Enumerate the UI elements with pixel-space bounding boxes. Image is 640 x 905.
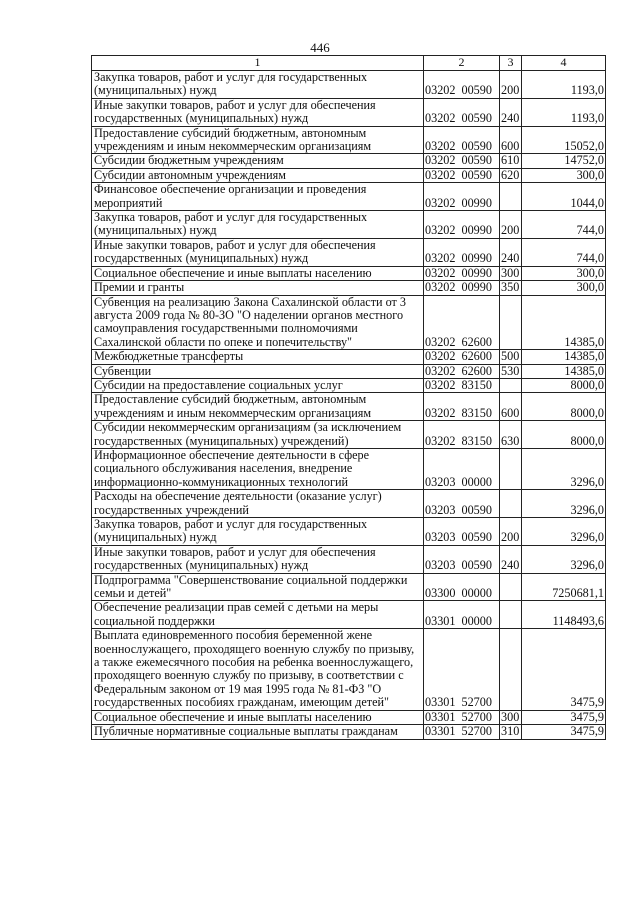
row-code-program: 03202 [425, 349, 456, 364]
row-expense-type: 630 [500, 421, 522, 449]
row-code-direction: 00000 [461, 613, 492, 628]
header-col-2: 2 [424, 56, 500, 71]
row-amount: 1148493,6 [522, 601, 606, 629]
table-row [92, 98, 606, 126]
row-name: Иные закупки товаров, работ и услуг для обеспечения государственных (муниципальных) нужд [92, 238, 424, 266]
row-name: Обеспечение реализации прав семей с детьми на меры социальной поддержки [92, 601, 424, 629]
row-expense-type [500, 629, 522, 710]
row-expense-type: 350 [500, 281, 522, 295]
row-expense-type: 240 [500, 98, 522, 126]
row-amount: 1193,0 [522, 71, 606, 99]
row-code-direction: 00590 [461, 167, 492, 182]
row-code-direction: 00590 [461, 530, 492, 545]
row-amount: 3475,9 [522, 629, 606, 710]
row-expense-type [500, 183, 522, 211]
row-amount: 14385,0 [522, 364, 606, 378]
table-row [92, 238, 606, 266]
row-code [424, 154, 500, 168]
row-code-program: 03202 [425, 265, 456, 280]
row-expense-type: 310 [500, 725, 522, 739]
row-code [424, 490, 500, 518]
header-col-1: 1 [92, 56, 424, 71]
row-amount: 15052,0 [522, 126, 606, 154]
row-name: Информационное обеспечение деятельности в сфере социального обслуживания населения, внедрение информационно-коммуникационных технологий [92, 448, 424, 489]
row-code-direction: 00590 [461, 502, 492, 517]
row-expense-type [500, 490, 522, 518]
row-code-program: 03202 [425, 111, 456, 126]
row-code [424, 573, 500, 601]
row-expense-type [500, 448, 522, 489]
row-code-program: 03203 [425, 502, 456, 517]
row-code-program: 03301 [425, 709, 456, 724]
row-expense-type [500, 295, 522, 350]
row-amount: 3296,0 [522, 545, 606, 573]
row-code [424, 126, 500, 154]
row-expense-type: 600 [500, 126, 522, 154]
row-code [424, 725, 500, 739]
row-code [424, 238, 500, 266]
header-col-4: 4 [522, 56, 606, 71]
row-code [424, 518, 500, 546]
row-code-direction: 00590 [461, 139, 492, 154]
row-code-direction: 00990 [461, 251, 492, 266]
row-code-program: 03202 [425, 433, 456, 448]
row-code-program: 03202 [425, 83, 456, 98]
row-amount: 3296,0 [522, 448, 606, 489]
row-code-direction: 00990 [461, 265, 492, 280]
row-name: Закупка товаров, работ и услуг для государственных (муниципальных) нужд [92, 211, 424, 239]
row-amount: 8000,0 [522, 378, 606, 392]
row-code-program: 03202 [425, 405, 456, 420]
row-expense-type [500, 573, 522, 601]
row-name: Предоставление субсидий бюджетным, автономным учреждениям и иным некоммерческим организациям [92, 126, 424, 154]
row-expense-type: 200 [500, 211, 522, 239]
row-name: Финансовое обеспечение организации и проведения мероприятий [92, 183, 424, 211]
row-expense-type: 240 [500, 545, 522, 573]
table-row [92, 126, 606, 154]
table-row [92, 295, 606, 350]
row-amount: 300,0 [522, 266, 606, 280]
table-body [92, 71, 606, 740]
row-code [424, 168, 500, 182]
row-code [424, 98, 500, 126]
row-amount: 3475,9 [522, 710, 606, 724]
table-row [92, 545, 606, 573]
row-code [424, 266, 500, 280]
row-amount: 1193,0 [522, 98, 606, 126]
row-expense-type: 300 [500, 266, 522, 280]
table-row [92, 281, 606, 295]
row-expense-type: 300 [500, 710, 522, 724]
row-code-program: 03301 [425, 613, 456, 628]
row-amount: 3296,0 [522, 490, 606, 518]
row-name: Социальное обеспечение и иные выплаты населению [92, 710, 424, 724]
row-amount: 14385,0 [522, 295, 606, 350]
row-code-direction: 00990 [461, 280, 492, 295]
page-number: 446 [310, 40, 330, 55]
row-expense-type: 530 [500, 364, 522, 378]
row-code-program: 03202 [425, 195, 456, 210]
header-col-3: 3 [500, 56, 522, 71]
header-row [92, 56, 606, 71]
row-code [424, 710, 500, 724]
row-name: Субсидии некоммерческим организациям (за исключением государственных (муниципальных) учреждений) [92, 421, 424, 449]
row-code-program: 03202 [425, 280, 456, 295]
row-code-direction: 00590 [461, 83, 492, 98]
table-row [92, 629, 606, 710]
row-code [424, 629, 500, 710]
row-name: Субсидии на предоставление социальных услуг [92, 378, 424, 392]
table-row [92, 168, 606, 182]
table-row [92, 421, 606, 449]
table-row [92, 71, 606, 99]
row-code-direction: 62600 [461, 363, 492, 378]
table-row [92, 490, 606, 518]
row-code-direction: 52700 [461, 695, 492, 710]
table-row [92, 601, 606, 629]
row-code-direction: 00990 [461, 195, 492, 210]
row-amount: 8000,0 [522, 421, 606, 449]
row-code-program: 03301 [425, 695, 456, 710]
row-code-program: 03300 [425, 586, 456, 601]
row-code-direction: 83150 [461, 433, 492, 448]
row-code [424, 281, 500, 295]
row-expense-type [500, 601, 522, 629]
row-code-direction: 00590 [461, 558, 492, 573]
row-code-direction: 00000 [461, 586, 492, 601]
table-row [92, 448, 606, 489]
row-code [424, 211, 500, 239]
row-amount: 14385,0 [522, 350, 606, 364]
row-code [424, 378, 500, 392]
row-expense-type: 240 [500, 238, 522, 266]
row-code [424, 183, 500, 211]
row-code-direction: 83150 [461, 405, 492, 420]
row-name: Закупка товаров, работ и услуг для государственных (муниципальных) нужд [92, 71, 424, 99]
row-amount: 7250681,1 [522, 573, 606, 601]
row-code-direction: 83150 [461, 377, 492, 392]
row-expense-type: 620 [500, 168, 522, 182]
row-code-program: 03202 [425, 223, 456, 238]
row-code-program: 03203 [425, 474, 456, 489]
table-row [92, 364, 606, 378]
row-amount: 744,0 [522, 238, 606, 266]
table-row [92, 154, 606, 168]
row-code-direction: 62600 [461, 334, 492, 349]
row-code [424, 71, 500, 99]
row-code-direction: 52700 [461, 724, 492, 739]
row-code-program: 03202 [425, 363, 456, 378]
row-code [424, 448, 500, 489]
row-name: Иные закупки товаров, работ и услуг для обеспечения государственных (муниципальных) нужд [92, 98, 424, 126]
row-expense-type: 200 [500, 518, 522, 546]
row-code [424, 295, 500, 350]
row-name: Иные закупки товаров, работ и услуг для обеспечения государственных (муниципальных) нужд [92, 545, 424, 573]
table-row [92, 211, 606, 239]
row-expense-type: 610 [500, 154, 522, 168]
row-code [424, 545, 500, 573]
row-name: Публичные нормативные социальные выплаты гражданам [92, 725, 424, 739]
row-code-program: 03202 [425, 377, 456, 392]
row-code-program: 03203 [425, 530, 456, 545]
row-code-direction: 52700 [461, 709, 492, 724]
row-code-program: 03203 [425, 558, 456, 573]
row-amount: 8000,0 [522, 393, 606, 421]
row-code-program: 03202 [425, 153, 456, 168]
row-code-program: 03202 [425, 334, 456, 349]
row-name: Закупка товаров, работ и услуг для государственных (муниципальных) нужд [92, 518, 424, 546]
row-name: Расходы на обеспечение деятельности (оказание услуг) государственных учреждений [92, 490, 424, 518]
row-name: Премии и гранты [92, 281, 424, 295]
row-amount: 300,0 [522, 168, 606, 182]
row-code-direction: 00590 [461, 111, 492, 126]
row-name: Подпрограмма "Совершенствование социальной поддержки семьи и детей" [92, 573, 424, 601]
table-row [92, 266, 606, 280]
row-name: Межбюджетные трансферты [92, 350, 424, 364]
row-name: Субсидии бюджетным учреждениям [92, 154, 424, 168]
table-row [92, 350, 606, 364]
row-code-direction: 00000 [461, 474, 492, 489]
row-amount: 14752,0 [522, 154, 606, 168]
row-amount: 744,0 [522, 211, 606, 239]
row-code [424, 393, 500, 421]
table-row [92, 393, 606, 421]
row-code [424, 350, 500, 364]
row-code-program: 03202 [425, 167, 456, 182]
table-row [92, 183, 606, 211]
row-name: Выплата единовременного пособия беременной жене военнослужащего, проходящего военную службу по призыву, а также ежемесячного пособия на ребенка военнослужащего, проходящего военную службу по призыву, в соответствии с Федеральным законом от 19 мая 1995 года № 81-ФЗ "О государственных пособиях гражданам, имеющим детей" [92, 629, 424, 710]
row-code-direction: 00990 [461, 223, 492, 238]
row-name: Социальное обеспечение и иные выплаты населению [92, 266, 424, 280]
row-amount: 300,0 [522, 281, 606, 295]
row-name: Субвенция на реализацию Закона Сахалинской области от 3 августа 2009 года № 80-ЗО "О наделении органов местного самоуправления государственными полномочиями Сахалинской области по опеке и попечительству" [92, 295, 424, 350]
row-code-program: 03202 [425, 251, 456, 266]
row-code-program: 03202 [425, 139, 456, 154]
row-amount: 3475,9 [522, 725, 606, 739]
table-row [92, 710, 606, 724]
row-expense-type [500, 378, 522, 392]
row-name: Субсидии автономным учреждениям [92, 168, 424, 182]
budget-table [91, 55, 606, 740]
table-row [92, 573, 606, 601]
row-expense-type: 500 [500, 350, 522, 364]
row-expense-type: 600 [500, 393, 522, 421]
row-name: Предоставление субсидий бюджетным, автономным учреждениям и иным некоммерческим организациям [92, 393, 424, 421]
table-row [92, 378, 606, 392]
row-code [424, 601, 500, 629]
table-row [92, 725, 606, 739]
row-code-program: 03301 [425, 724, 456, 739]
row-code-direction: 62600 [461, 349, 492, 364]
row-amount: 3296,0 [522, 518, 606, 546]
row-amount: 1044,0 [522, 183, 606, 211]
table-row [92, 518, 606, 546]
row-code [424, 421, 500, 449]
row-code-direction: 00590 [461, 153, 492, 168]
row-name: Субвенции [92, 364, 424, 378]
row-expense-type: 200 [500, 71, 522, 99]
row-code [424, 364, 500, 378]
